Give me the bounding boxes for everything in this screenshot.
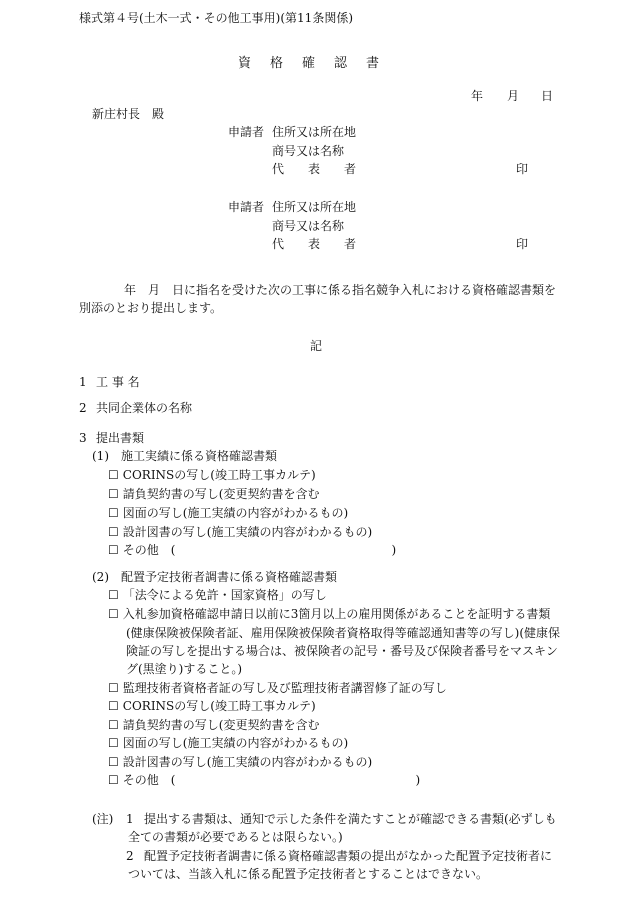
ki-mark: 記 xyxy=(310,339,323,353)
applicant-label: 申請者 xyxy=(228,125,265,139)
notes-label: (注) xyxy=(92,812,114,826)
checkbox-icon[interactable]: ☐ xyxy=(108,468,119,482)
item-2-label: 共同企業体の名称 xyxy=(96,401,193,415)
note-2-line-1: 配置予定技術者調書に係る資格確認書類の提出がなかった配置予定技術者に xyxy=(144,849,553,863)
checklist-item[interactable]: ☐ 設計図書の写し(施工実績の内容がわかるもの) xyxy=(108,525,373,539)
applicant-company-label: 商号又は名称 xyxy=(272,219,345,233)
seal-mark: 印 xyxy=(516,162,529,176)
checkbox-icon[interactable]: ☐ xyxy=(108,699,119,713)
applicant-representative-label: 代 表 者 xyxy=(272,237,357,251)
checklist-item[interactable]: ☐ 「法令による免許・国家資格」の写し xyxy=(108,588,327,602)
checklist-item[interactable]: ☐ 入札参加資格確認申請日以前に3箇月以上の雇用関係があることを証明する書類 xyxy=(108,607,551,621)
note-2-line-2: ついては、当該入札に係る配置予定技術者とすることはできない。 xyxy=(128,867,489,881)
checkbox-icon[interactable]: ☐ xyxy=(108,736,119,750)
checkbox-icon[interactable]: ☐ xyxy=(108,525,119,539)
checklist-item[interactable]: ☐ CORINSの写し(竣工時工事カルテ) xyxy=(108,468,316,482)
checklist-item[interactable]: ☐ 請負契約書の写し(変更契約書を含む xyxy=(108,718,320,732)
item-1-number: 1 xyxy=(79,375,87,389)
applicant-company-label: 商号又は名称 xyxy=(272,144,345,158)
checklist-item[interactable]: ☐ 請負契約書の写し(変更契約書を含む xyxy=(108,487,320,501)
intro-line-2: 別添のとおり提出します。 xyxy=(79,301,223,315)
checklist-item[interactable]: ☐ 監理技術者資格者証の写し及び監理技術者講習修了証の写し xyxy=(108,681,447,695)
checklist-item-continuation: 険証の写しを提出する場合は、被保険者の記号・番号及び保険者番号をマスキン xyxy=(126,644,558,658)
addressee: 新庄村長 殿 xyxy=(92,107,165,121)
applicant-representative-label: 代 表 者 xyxy=(272,162,357,176)
checkbox-icon[interactable]: ☐ xyxy=(108,487,119,501)
sub-1-heading: (1) 施工実績に係る資格確認書類 xyxy=(92,449,277,463)
item-3-label: 提出書類 xyxy=(96,431,145,445)
checklist-item[interactable]: ☐ その他 ( ) xyxy=(108,773,421,787)
checklist-item[interactable]: ☐ その他 ( ) xyxy=(108,543,397,557)
applicant-label: 申請者 xyxy=(228,200,265,214)
note-1-line-2: 全ての書類が必要であるとは限らない。) xyxy=(128,830,343,844)
applicant-address-label: 住所又は所在地 xyxy=(272,125,357,139)
checklist-item[interactable]: ☐ 図面の写し(施工実績の内容がわかるもの) xyxy=(108,736,349,750)
checkbox-icon[interactable]: ☐ xyxy=(108,543,119,557)
checkbox-icon[interactable]: ☐ xyxy=(108,506,119,520)
item-2-number: 2 xyxy=(79,401,87,415)
checkbox-icon[interactable]: ☐ xyxy=(108,718,119,732)
note-2-number: 2 xyxy=(126,849,134,863)
date-month: 月 xyxy=(507,89,520,103)
seal-mark: 印 xyxy=(516,237,529,251)
date-day: 日 xyxy=(541,89,554,103)
checkbox-icon[interactable]: ☐ xyxy=(108,588,119,602)
checklist-item-continuation: グ(黒塗り)すること。) xyxy=(126,662,243,676)
applicant-address-label: 住所又は所在地 xyxy=(272,200,357,214)
checklist-item[interactable]: ☐ 図面の写し(施工実績の内容がわかるもの) xyxy=(108,506,349,520)
checkbox-icon[interactable]: ☐ xyxy=(108,607,119,621)
note-1-line-1: 提出する書類は、通知で示した条件を満たすことが確認できる書類(必ずしも xyxy=(144,812,557,826)
item-1-label: 工 事 名 xyxy=(96,375,140,389)
checklist-item[interactable]: ☐ 設計図書の写し(施工実績の内容がわかるもの) xyxy=(108,755,373,769)
intro-line-1: 年 月 日に指名を受けた次の工事に係る指名競争入札における資格確認書類を xyxy=(112,283,557,297)
checklist-item-continuation: (健康保険被保険者証、雇用保険被保険者資格取得等確認通知書等の写し)(健康保 xyxy=(126,626,561,640)
note-1-number: 1 xyxy=(126,812,134,826)
item-3-number: 3 xyxy=(79,431,87,445)
checkbox-icon[interactable]: ☐ xyxy=(108,681,119,695)
checkbox-icon[interactable]: ☐ xyxy=(108,773,119,787)
checkbox-icon[interactable]: ☐ xyxy=(108,755,119,769)
document-title: 資 格 確 認 書 xyxy=(238,56,383,71)
checklist-item[interactable]: ☐ CORINSの写し(竣工時工事カルテ) xyxy=(108,699,316,713)
form-header: 様式第４号(土木一式・その他工事用)(第11条関係) xyxy=(79,11,353,25)
date-year: 年 xyxy=(471,89,484,103)
sub-2-heading: (2) 配置予定技術者調書に係る資格確認書類 xyxy=(92,570,337,584)
